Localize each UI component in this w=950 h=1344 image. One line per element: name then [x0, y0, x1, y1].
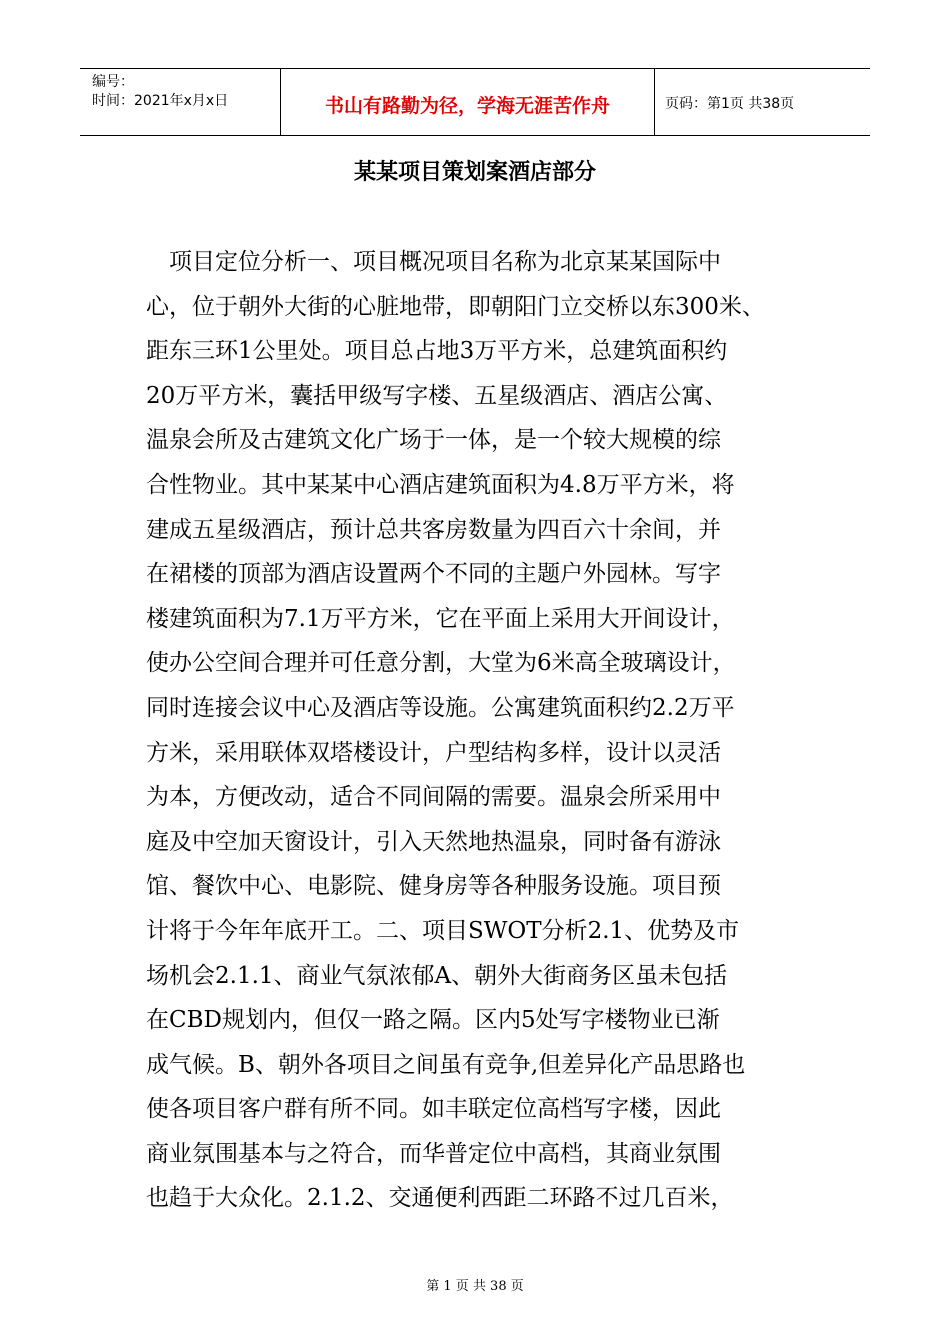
number-label: 编号： — [92, 74, 134, 90]
body-line: 合性物业。其中某某中心酒店建筑面积为4.8万平方米，将 — [146, 471, 735, 498]
header-meta-cell — [80, 69, 281, 135]
body-line: 场机会2.1.1、商业气氛浓郁A、朝外大街商务区虽未包括 — [146, 962, 728, 989]
page-footer: 第 1 页 共 38 页 — [426, 1279, 524, 1294]
body-line: 心，位于朝外大街的心脏地带，即朝阳门立交桥以东300米、 — [146, 293, 765, 320]
document-body — [146, 240, 826, 1221]
body-line: 使各项目客户群有所不同。如丰联定位高档写字楼，因此 — [146, 1096, 721, 1123]
body-line: 庭及中空加天窗设计，引入天然地热温泉，同时备有游泳 — [146, 828, 721, 855]
body-line: 在裙楼的顶部为酒店设置两个不同的主题户外园林。写字 — [146, 561, 721, 588]
header-page-cell — [655, 69, 870, 135]
time-label: 时间：2021年x月x日 — [92, 93, 229, 109]
body-line: 温泉会所及古建筑文化广场于一体，是一个较大规模的综 — [146, 427, 721, 454]
body-line: 建成五星级酒店，预计总共客房数量为四百六十余间，并 — [146, 516, 721, 543]
body-line: 同时连接会议中心及酒店等设施。公寓建筑面积约2.2万平 — [146, 694, 735, 721]
body-line: 成气候。B、朝外各项目之间虽有竞争,但差异化产品思路也 — [146, 1051, 746, 1078]
header-motto: 书山有路勤为径，学海无涯苦作舟 — [324, 94, 610, 117]
body-line: 也趋于大众化。2.1.2、交通便利西距二环路不过几百米， — [146, 1185, 734, 1212]
header-motto-cell — [281, 69, 655, 135]
body-line: 使办公空间合理并可任意分割，大堂为6米高全玻璃设计， — [146, 650, 736, 677]
body-line: 商业氛围基本与之符合，而华普定位中高档，其商业氛围 — [146, 1140, 721, 1167]
body-line: 计将于今年年底开工。二、项目SWOT分析2.1、优势及市 — [146, 917, 740, 944]
body-line: 为本，方便改动，适合不同间隔的需要。温泉会所采用中 — [146, 784, 721, 811]
body-line: 在CBD规划内，但仅一路之隔。区内5处写字楼物业已渐 — [146, 1007, 720, 1034]
header-page-info: 页码：第1页 共38页 — [665, 96, 795, 112]
body-line: 馆、餐饮中心、电影院、健身房等各种服务设施。项目预 — [146, 873, 721, 900]
body-line: 楼建筑面积为7.1万平方米，它在平面上采用大开间设计， — [146, 605, 735, 632]
body-line: 方米，采用联体双塔楼设计，户型结构多样，设计以灵活 — [146, 739, 721, 766]
header-table — [80, 68, 870, 136]
document-title: 某某项目策划案酒店部分 — [353, 159, 596, 185]
body-line: 项目定位分析一、项目概况项目名称为北京某某国际中 — [146, 249, 721, 275]
body-line: 距东三环1公里处。项目总占地3万平方米，总建筑面积约 — [146, 338, 728, 365]
body-line: 20万平方米，囊括甲级写字楼、五星级酒店、酒店公寓、 — [146, 382, 728, 409]
